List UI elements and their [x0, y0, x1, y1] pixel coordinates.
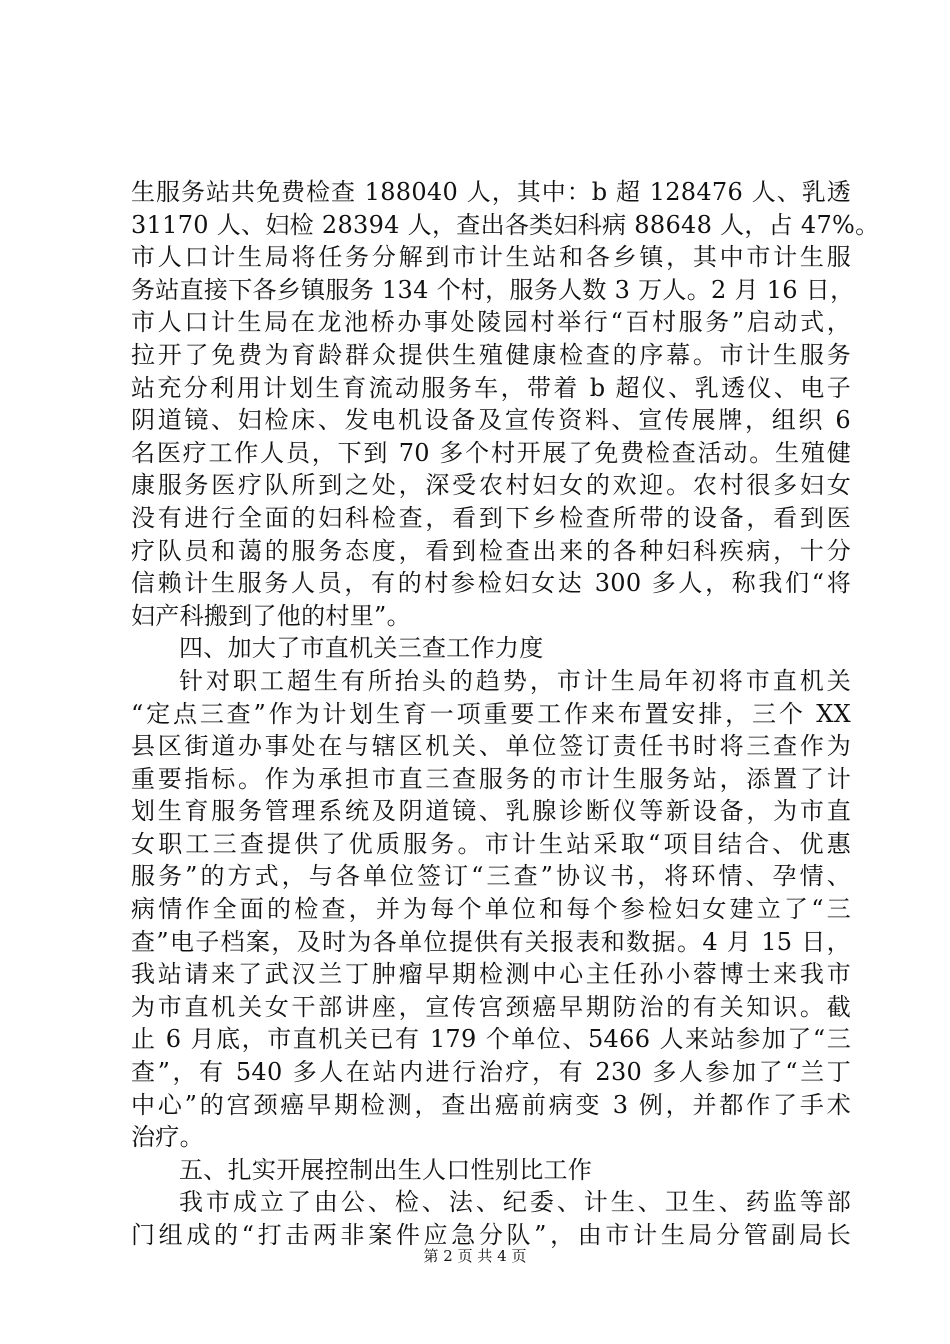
text-line: 没有进行全面的妇科检查，看到下乡检查所带的设备，看到医: [131, 503, 851, 532]
text-line: 信赖计生服务人员，有的村参检妇女达 300 多人，称我们“将: [131, 569, 851, 598]
text-line: 31170 人、妇检 28394 人，查出各类妇科病 88648 人，占 47%。: [131, 210, 880, 239]
text-line: 查”电子档案，及时为各单位提供有关报表和数据。4 月 15 日，: [131, 927, 851, 956]
text-line: 站充分利用计划生育流动服务车，带着 b 超仪、乳透仪、电子: [131, 373, 851, 402]
text-line: 女职工三查提供了优质服务。市计生站采取“项目结合、优惠: [131, 829, 851, 858]
text-line: 为市直机关女干部讲座，宣传宫颈癌早期防治的有关知识。截: [131, 992, 851, 1021]
text-line: 中心”的宫颈癌早期检测，查出癌前病变 3 例，并都作了手术: [131, 1090, 851, 1119]
text-line: 务站直接下各乡镇服务 134 个村，服务人数 3 万人。2 月 16 日，: [131, 275, 855, 304]
text-line: 服务”的方式，与各单位签订“三查”协议书，将环情、孕情、: [131, 862, 851, 891]
text-line: 我市成立了由公、检、法、纪委、计生、卫生、药监等部: [179, 1188, 851, 1217]
text-line: 康服务医疗队所到之处，深受农村妇女的欢迎。农村很多妇女: [131, 471, 851, 500]
section-heading: 四、加大了市直机关三查工作力度: [179, 634, 544, 663]
text-line: 疗队员和蔼的服务态度，看到检查出来的各种妇科疾病，十分: [131, 536, 851, 565]
text-line: 止 6 月底，市直机关已有 179 个单位、5466 人来站参加了“三: [131, 1025, 851, 1054]
text-line: 县区街道办事处在与辖区机关、单位签订责任书时将三查作为: [131, 732, 851, 761]
text-line: 重要指标。作为承担市直三查服务的市计生服务站，添置了计: [131, 764, 851, 793]
text-line: 门组成的“打击两非案件应急分队”，由市计生局分管副局长: [131, 1221, 851, 1249]
text-line: “定点三查”作为计划生育一项重要工作来布置安排，三个 XX: [131, 699, 851, 728]
body-text: [131, 176, 880, 1252]
text-line: 名医疗工作人员，下到 70 多个村开展了免费检查活动。生殖健: [131, 438, 851, 467]
text-line: 阴道镜、妇检床、发电机设备及宣传资料、宣传展牌，组织 6: [131, 406, 851, 435]
text-line: 划生育服务管理系统及阴道镜、乳腺诊断仪等新设备，为市直: [131, 797, 851, 826]
text-line: 治疗。: [131, 1123, 204, 1152]
text-line: 市人口计生局将任务分解到市计生站和各乡镇，其中市计生服: [131, 243, 851, 272]
page-footer: 第 2 页 共 4 页: [423, 1247, 527, 1265]
text-line: 生服务站共免费检查 188040 人，其中：b 超 128476 人、乳透: [131, 178, 851, 206]
text-line: 市人口计生局在龙池桥办事处陵园村举行“百村服务”启动式，: [131, 308, 851, 337]
text-line: 针对职工超生有所抬头的趋势，市计生局年初将市直机关: [179, 666, 851, 695]
text-line: 我站请来了武汉兰丁肿瘤早期检测中心主任孙小蓉博士来我市: [131, 960, 851, 989]
text-line: 查”，有 540 多人在站内进行治疗，有 230 多人参加了“兰丁: [131, 1058, 851, 1087]
text-line: 拉开了免费为育龄群众提供生殖健康检查的序幕。市计生服务: [131, 340, 851, 369]
text-line: 妇产科搬到了他的村里”。: [131, 601, 411, 630]
text-line: 病情作全面的检查，并为每个单位和每个参检妇女建立了“三: [131, 895, 851, 924]
section-heading: 五、扎实开展控制出生人口性别比工作: [179, 1155, 593, 1184]
